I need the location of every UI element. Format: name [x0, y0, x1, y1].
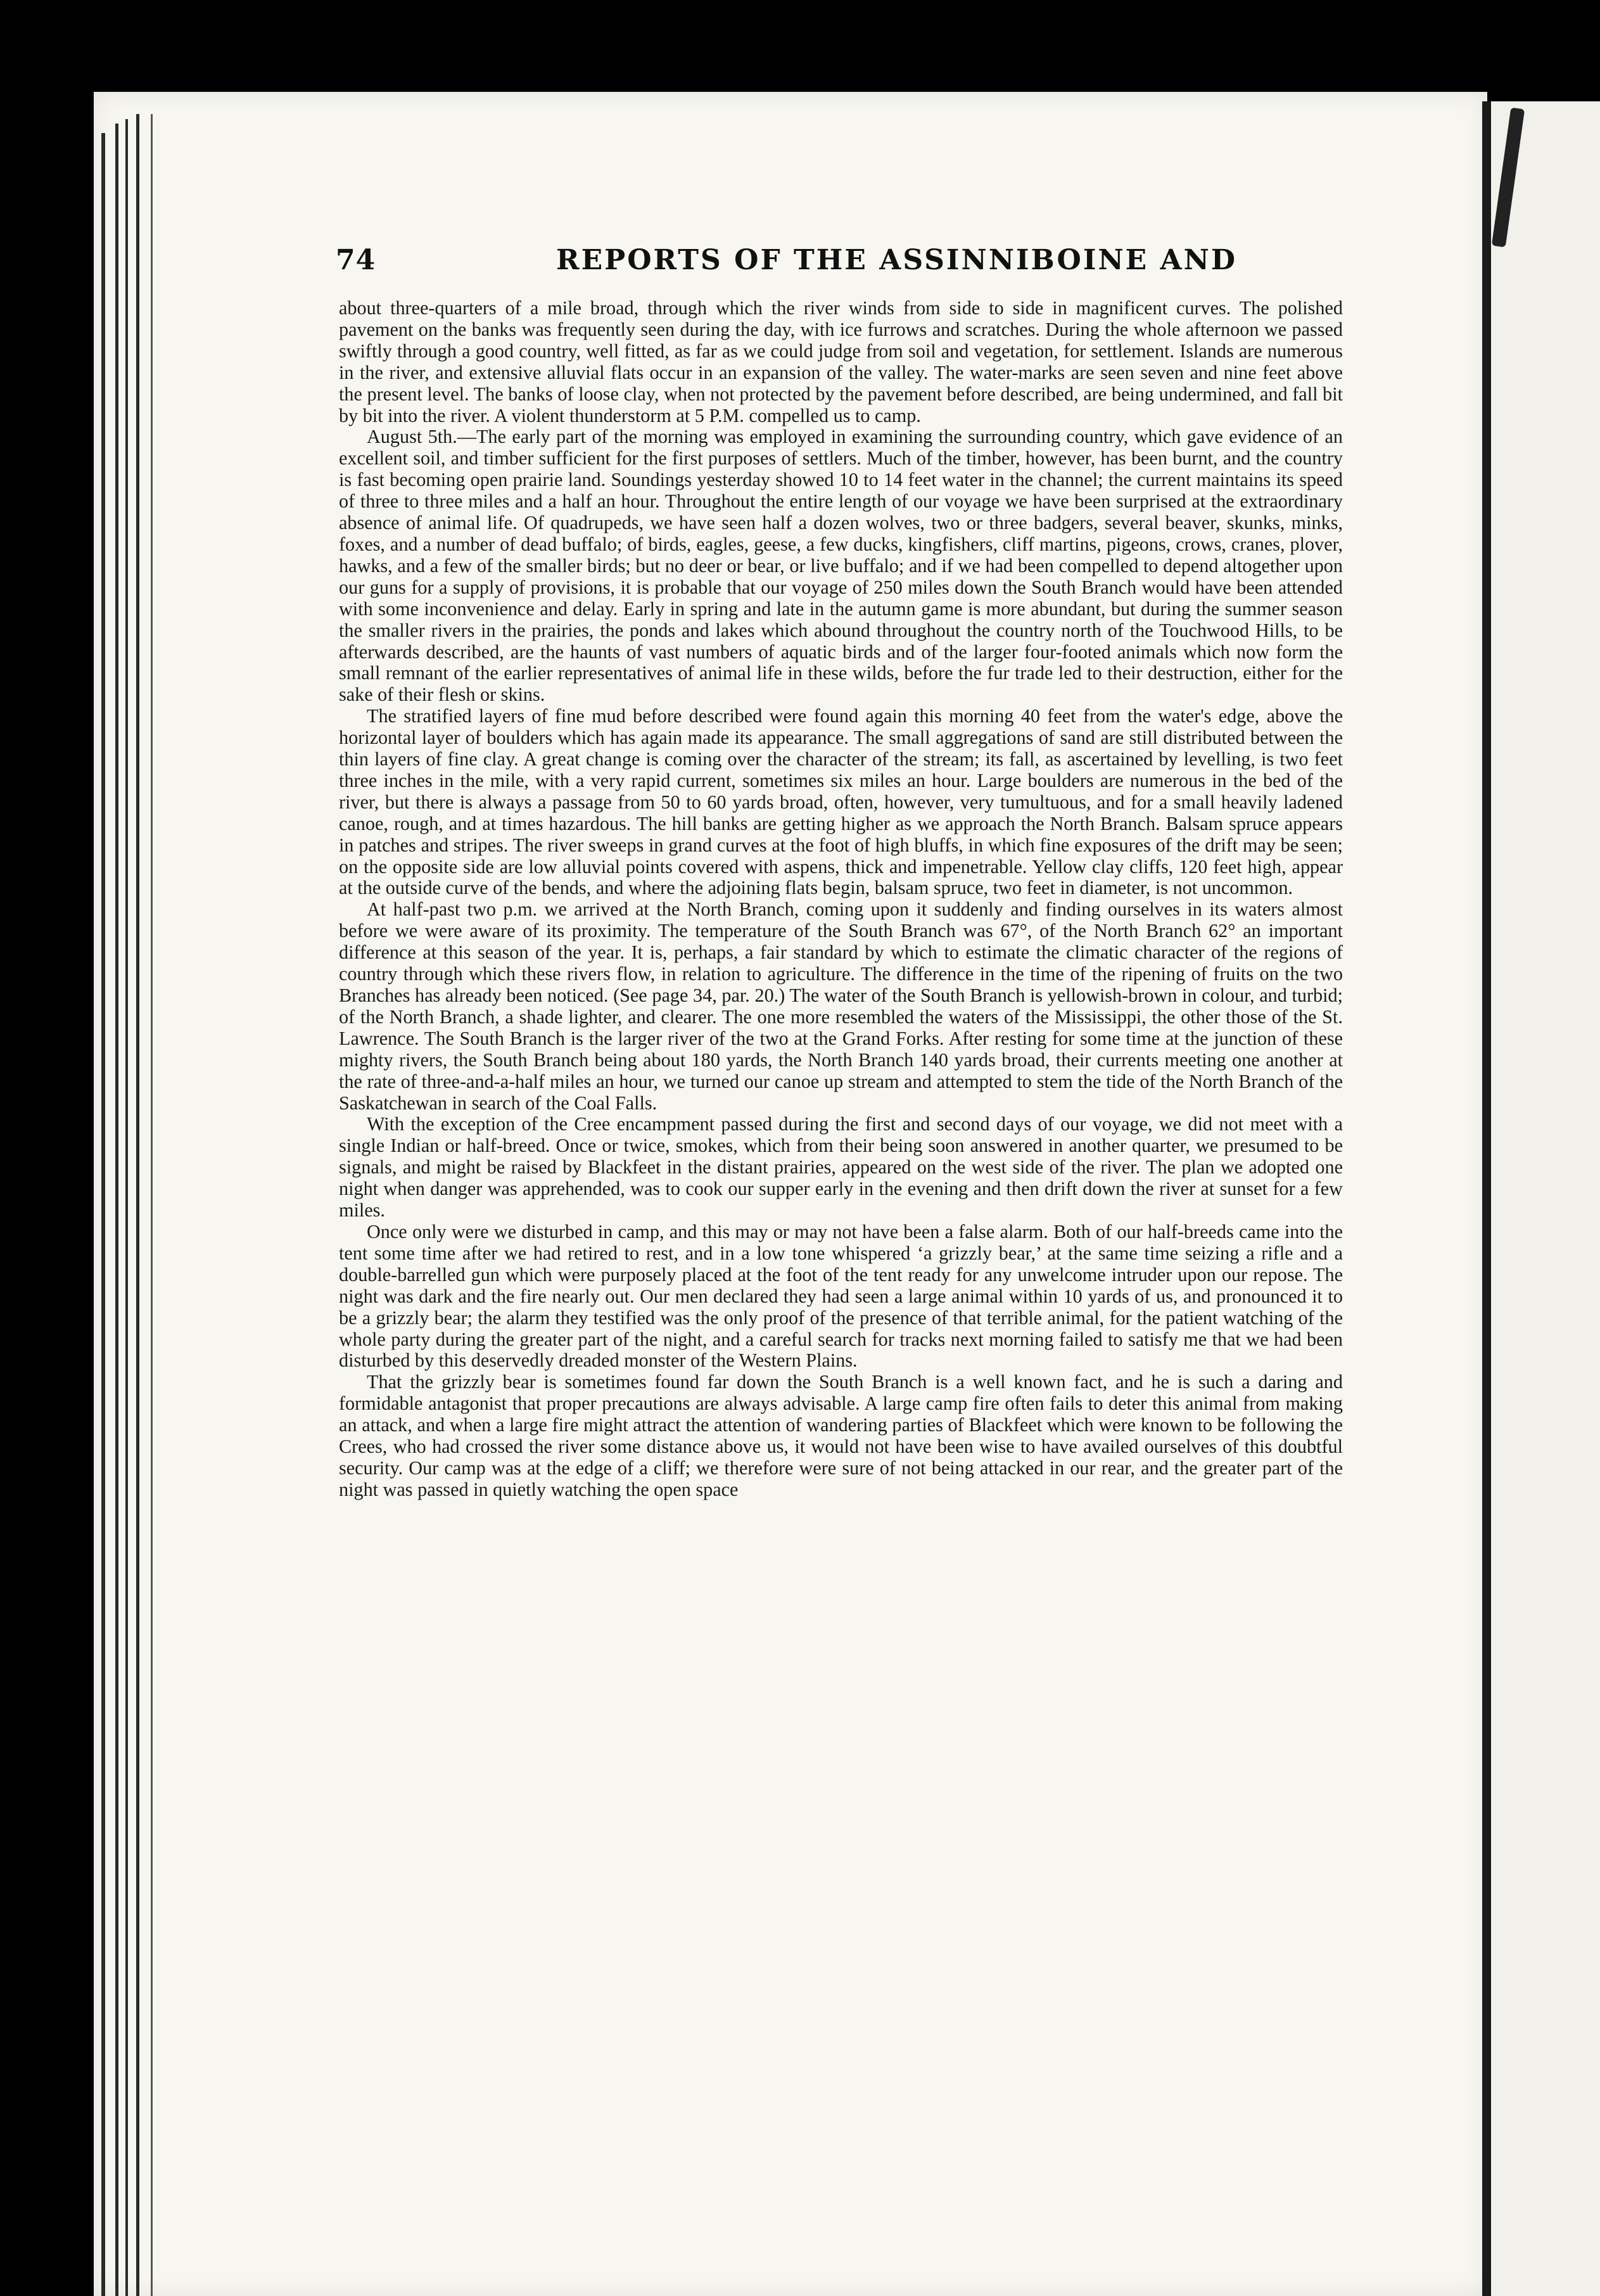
paragraph: That the grizzly bear is sometimes found far down the South Branch is a well known fact, and he is such a daring and formidable antagonist that proper precautions are always advisable. A large camp fire often fails to deter this animal from making an attack, and when a large fire might attract the attention of wandering parties of Blackfeet which were known to be following the Crees, who had crossed the river some distance above us, it would not have been wise to have availed ourselves of this doubtful security. Our camp was at the edge of a cliff; we therefore were sure of not being attacked in our rear, and the greater part of the night was passed in quietly watching the open space [339, 1371, 1343, 1500]
page-edges [101, 114, 165, 2296]
paragraph: With the exception of the Cree encampment passed during the first and second days of our voyage, we did not meet with a single Indian or half-breed. Once or twice, smokes, which from their being soon answered in another quarter, we presumed to be signals, and might be raised by Blackfeet in the distant prairies, appeared on the west side of the river. The plan we adopted one night when danger was apprehended, was to cook our supper early in the evening and then drift down the river at sunset for a few miles. [339, 1113, 1343, 1221]
paragraph: At half-past two p.m. we arrived at the North Branch, coming upon it suddenly and finding ourselves in its waters almost before we were aware of its proximity. The temperature of the South Branch was 67°, of the North Branch 62° an important difference at this season of the year. It is, perhaps, a fair standard by which to estimate the climatic character of the regions of country through which these rivers flow, in relation to agriculture. The difference in the time of the ripening of fruits on the two Branches has already been noticed. (See page 34, par. 20.) The water of the South Branch is yellowish-brown in colour, and turbid; of the North Branch, a shade lighter, and clearer. The one more resembled the waters of the Mississippi, the other those of the St. Lawrence. The South Branch is the larger river of the two at the Grand Forks. After resting for some time at the junction of these mighty rivers, the South Branch being about 180 yards, the North Branch 140 yards broad, their currents meeting one another at the rate of three-and-a-half miles an hour, we turned our canoe up stream and attempted to stem the tide of the North Branch of the Saskatchewan in search of the Coal Falls. [339, 898, 1343, 1114]
facing-page-edge [1482, 101, 1600, 2296]
paragraph: August 5th.—The early part of the morning was employed in examining the surrounding country, which gave evidence of an excellent soil, and timber sufficient for the first purposes of settlers. Much of the timber, however, has been burnt, and the country is fast becoming open prairie land. Soundings yesterday showed 10 to 14 feet water in the channel; the current maintains its speed of three to three miles and a half an hour. Throughout the entire length of our voyage we have been surprised at the extraordinary absence of animal life. Of quadrupeds, we have seen half a dozen wolves, two or three badgers, several beaver, skunks, minks, foxes, and a number of dead buffalo; of birds, eagles, geese, a few ducks, kingfishers, cliff martins, pigeons, crows, cranes, plover, hawks, and a few of the smaller birds; but no deer or bear, or live buffalo; and if we had been compelled to depend altogether upon our guns for a supply of provisions, it is probable that our voyage of 250 miles down the South Branch would have been attended with some inconvenience and delay. Early in spring and late in the autumn game is more abundant, but during the summer season the smaller rivers in the prairies, the ponds and lakes which abound throughout the country north of the Touchwood Hills, to be afterwards described, are the haunts of vast numbers of aquatic birds and of the larger four-footed animals which now form the small remnant of the earlier representatives of animal life in these wilds, before the fur trade led to their destruction, either for the sake of their flesh or skins. [339, 426, 1343, 706]
running-head [336, 244, 1362, 288]
paragraph: about three-quarters of a mile broad, through which the river winds from side to side in magnificent curves. The polished pavement on the banks was frequently seen during the day, with ice furrows and scratches. During the whole afternoon we passed swiftly through a good country, well fitted, as far as we could judge from soil and vegetation, for settlement. Islands are numerous in the river, and extensive alluvial flats occur in an expansion of the valley. The water-marks are seen seven and nine feet above the present level. The banks of loose clay, when not protected by the pavement before described, are being undermined, and fall bit by bit into the river. A violent thunderstorm at 5 P.M. compelled us to camp. [339, 297, 1343, 426]
body-text [339, 298, 1343, 1501]
page-edge [151, 114, 153, 2296]
page-edge [115, 124, 118, 2296]
page-edge [136, 114, 139, 2296]
page-edge [101, 133, 105, 2296]
paragraph: Once only were we disturbed in camp, and this may or may not have been a false alarm. Both of our half-breeds came into the tent some time after we had retired to rest, and in a low tone whispered ‘a grizzly bear,’ at the same time seizing a rifle and a double-barrelled gun which were purposely placed at the foot of the tent ready for any unwelcome intruder upon our repose. The night was dark and the fire nearly out. Our men declared they had seen a large animal within 10 yards of us, and pronounced it to be a grizzly bear; the alarm they testified was the only proof of the presence of that terrible animal, for the patient watching of the whole party during the greater part of the night, and a careful search for tracks next morning failed to satisfy me that we had been disturbed by this deservedly dreaded monster of the Western Plains. [339, 1220, 1343, 1372]
page-edge [125, 119, 128, 2296]
page-number: 74 [336, 244, 376, 276]
paragraph: The stratified layers of fine mud before described were found again this morning 40 feet from the water's edge, above the horizontal layer of boulders which has again made its appearance. The small aggregations of sand are still distributed between the thin layers of fine clay. A great change is coming over the character of the stream; its fall, as ascertained by levelling, is two feet three inches in the mile, with a very rapid current, sometimes six miles an hour. Large boulders are numerous in the bed of the river, but there is always a passage from 50 to 60 yards broad, often, however, very tumultuous, and for a small heavily ladened canoe, rough, and at times hazardous. The hill banks are getting higher as we approach the North Branch. Balsam spruce appears in patches and stripes. The river sweeps in grand curves at the foot of high bluffs, in which fine exposures of the drift may be seen; on the opposite side are low alluvial points covered with aspens, thick and impenetrable. Yellow clay cliffs, 120 feet high, appear at the outside curve of the bends, and where the adjoining flats begin, balsam spruce, two feet in diameter, is not uncommon. [339, 705, 1343, 899]
running-title: REPORTS OF THE ASSINNIBOINE AND [556, 244, 1238, 276]
